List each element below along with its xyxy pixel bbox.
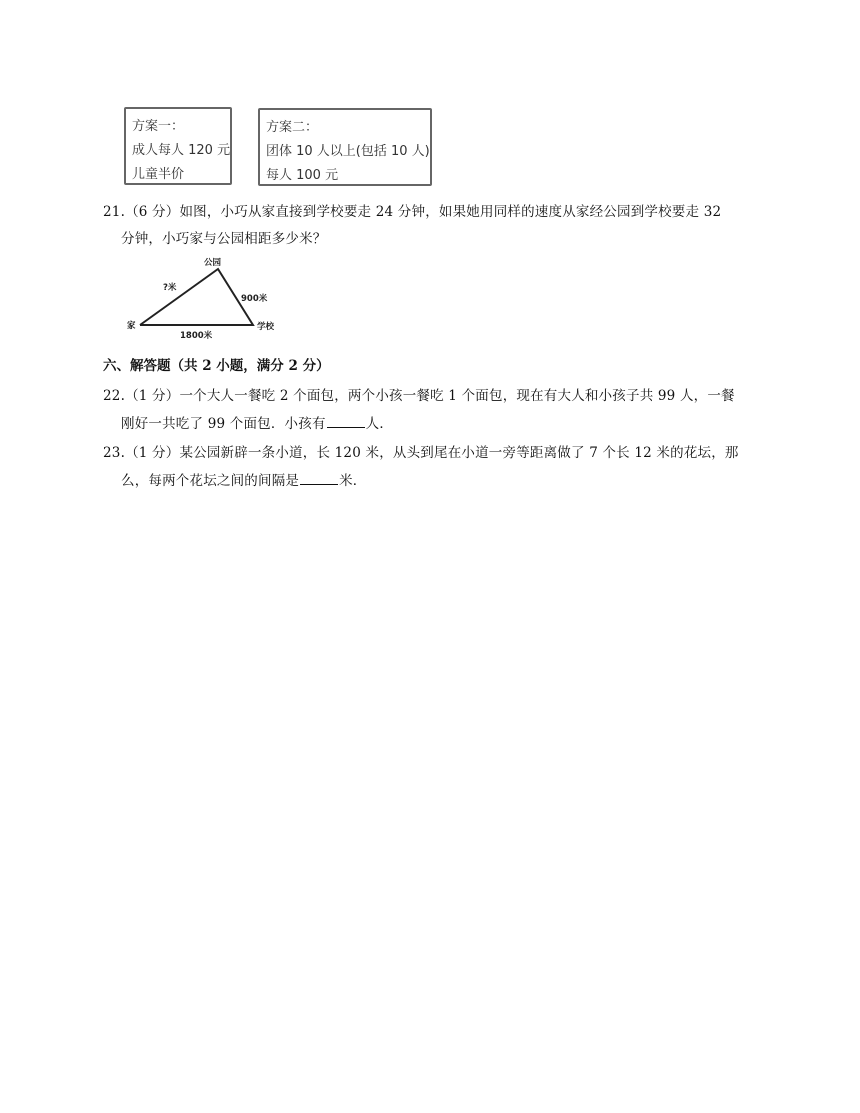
plan-two-price: 每人 100 元 xyxy=(266,168,339,183)
question-21-line-1: 21.（6 分）如图，小巧从家直接到学校要走 24 分钟，如果她用同样的速度从家经公园到学校要走 32 xyxy=(103,204,722,220)
label-home: 家 xyxy=(127,321,136,331)
triangle-outline xyxy=(140,269,253,325)
question-22-line-2 xyxy=(121,412,393,432)
question-23-text: 么，每两个花坛之间的间隔是 xyxy=(121,473,300,489)
plan-one-adult-price: 成人每人 120 元 xyxy=(132,143,231,158)
plan-two-group-rule: 团体 10 人以上(包括 10 人) xyxy=(266,144,430,159)
question-23-line-2 xyxy=(121,469,367,489)
plan-two-title: 方案二： xyxy=(266,120,319,135)
question-22-unit: 人． xyxy=(365,416,394,432)
plan-two-box xyxy=(258,108,432,186)
question-23-unit: 米． xyxy=(339,473,367,489)
plan-one-title: 方案一： xyxy=(132,119,185,134)
plan-one-box xyxy=(124,107,232,185)
question-22-text: 刚好一共吃了 99 个面包．小孩有 xyxy=(121,416,326,432)
answer-blank-23[interactable] xyxy=(300,472,338,485)
section-6-title: 六、解答题（共 2 小题，满分 2 分） xyxy=(103,358,330,374)
label-school: 学校 xyxy=(257,322,275,332)
label-home-park-distance: ?米 xyxy=(163,283,177,293)
label-home-school-distance: 1800米 xyxy=(180,331,213,341)
triangle-figure xyxy=(120,252,290,344)
question-22-line-1: 22.（1 分）一个大人一餐吃 2 个面包，两个小孩一餐吃 1 个面包，现在有大人和小孩子共 99 人，一餐 xyxy=(103,388,735,404)
plan-one-child-price: 儿童半价 xyxy=(132,167,185,182)
question-23-line-1: 23.（1 分）某公园新辟一条小道，长 120 米，从头到尾在小道一旁等距离做了 7 个长 12 米的花坛，那 xyxy=(103,445,739,461)
question-21-line-2: 分钟，小巧家与公园相距多少米？ xyxy=(121,231,327,247)
answer-blank-22[interactable] xyxy=(327,415,365,428)
label-park: 公园 xyxy=(204,258,222,268)
label-park-school-distance: 900米 xyxy=(241,294,268,304)
